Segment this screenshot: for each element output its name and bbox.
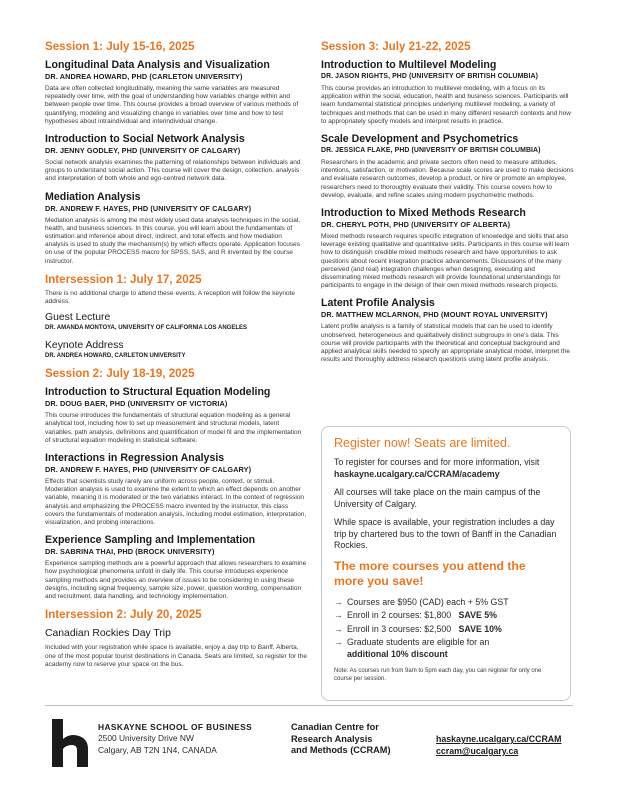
register-note: Note: As courses run from 9am to 5pm each day, you can register for only one course per session. <box>334 668 542 682</box>
price-item <box>334 624 558 636</box>
course-instructor: DR. ANDREW F. HAYES, PHD (UNIVERSITY OF CALGARY) <box>45 203 252 213</box>
bus-text: While space is available, your registration includes a day trip by chartered bus to the town of Banff in the Canadian Rockies. <box>334 517 557 550</box>
centre-name <box>291 722 391 757</box>
event-speaker: DR. ANDREA HOWARD, CARLETON UNIVERSITY <box>45 353 186 360</box>
price-saving: additional 10% discount <box>347 648 448 659</box>
register-info-text: To register for courses and for more information, visit <box>334 457 540 467</box>
course-title: Introduction to Multilevel Modeling <box>321 59 497 71</box>
course-description: Social network analysis examines the patterning of relationships between individuals and groups to understand social action. This course will cover the design, collection, analysis and interpretation of both whole and ego-centred network data. <box>45 159 301 183</box>
event-title: Canadian Rockies Day Trip <box>45 628 171 640</box>
savings-heading: The more courses you attend the more you save! <box>334 558 526 588</box>
right-column <box>321 40 576 371</box>
left-column <box>45 40 307 676</box>
centre-name-line: Research Analysis <box>291 733 373 744</box>
event-title: Keynote Address <box>45 340 124 352</box>
register-heading: Register now! Seats are limited. <box>334 436 511 450</box>
course-title: Experience Sampling and Implementation <box>45 534 256 547</box>
intersession-2-heading: Intersession 2: July 20, 2025 <box>45 608 202 622</box>
arrow-right-icon: → <box>334 596 343 607</box>
arrow-right-icon: → <box>334 610 343 620</box>
register-link[interactable]: haskayne.ucalgary.ca/CCRAM/academy <box>334 468 500 479</box>
session-1-heading: Session 1: July 15-16, 2025 <box>45 40 195 53</box>
course-instructor: DR. MATTHEW MCLARNON, PHD (MOUNT ROYAL UNIVERSITY) <box>321 310 548 320</box>
email-link[interactable]: ccram@ucalgary.ca <box>436 746 519 756</box>
course-instructor: DR. JENNY GODLEY, PHD (UNIVERSITY OF CALGARY) <box>45 146 241 156</box>
event-title: Guest Lecture <box>45 312 111 324</box>
course-description: Mixed methods research requires specific integration of knowledge and skills that also leverage existing qualitative and quantitative skills. Participants in this course will learn how to distinguish credible mixed methods research and have opportunities to ask questions about recent integration practice advancements. Discussions of the many perceived (and real) integration challenges when designing, executing and disseminating mixed methods research will provide foundational understandings for participants to engage in the design of their own mixed methods research projects. <box>321 233 570 290</box>
school-info <box>98 722 252 756</box>
school-address-line: Calgary, AB T2N 1N4, CANADA <box>98 744 217 755</box>
price-text: Courses are $950 (CAD) each + 5% GST <box>347 596 509 607</box>
school-address-line: 2500 University Drive NW <box>98 733 194 743</box>
course-description: Latent profile analysis is a family of statistical models that can be used to identify unobserved, heterogeneous and qualitatively distinct subgroups in one's data. This course will provide participants with the theoretical and conceptual background and applied analytical skills needed to specify an appropriate analytical model, interpret the results and thoroughly address research questions using latent profile analysis. <box>321 323 570 364</box>
footer-links <box>436 733 562 757</box>
price-item <box>334 637 558 660</box>
price-text: Enroll in 2 courses: $1,800 <box>347 610 452 620</box>
session-2-heading: Session 2: July 18-19, 2025 <box>45 367 195 381</box>
price-item <box>334 597 558 609</box>
course-title: Latent Profile Analysis <box>321 297 435 310</box>
course-instructor: DR. ANDREA HOWARD, PHD (CARLETON UNIVERSITY) <box>45 72 243 81</box>
centre-name-line: Canadian Centre for <box>291 722 379 732</box>
course-title: Longitudinal Data Analysis and Visualization <box>45 59 270 71</box>
course-title: Introduction to Structural Equation Modeling <box>45 386 271 399</box>
arrow-right-icon: → <box>334 637 343 647</box>
course-description: This course provides an introduction to multilevel modeling, with a focus on its application within the social, education, health and business sciences. Participants will learn fundamental statistical principles underlying multilevel modeling, a variety of techniques and methods that can be used in many different research contexts and how to appropriately specify models and interpret results in practice. <box>321 85 571 125</box>
intersession-description: There is no additional charge to attend these events. A reception will follow the keynote address. <box>45 289 296 306</box>
course-instructor: DR. SABRINA THAI, PHD (BROCK UNIVERSITY) <box>45 547 215 557</box>
course-description: Experience sampling methods are a powerful approach that allows researchers to examine how psychological phenomena unfold in daily life. This course introduces experience sampling methods and provides an overview of issues to be considering in using these designs, including signal frequency, sample size, power, question wording, compensation and recruitment, data handling, and technology implementation. <box>45 560 307 601</box>
course-title: Mediation Analysis <box>45 190 141 203</box>
event-description: Included with your registration while space is available, enjoy a day trip to Banff, Alberta, one of the most popular tourist destinations in Canada. Seats are limited, so register for the academy now to reserve your space on the bus. <box>45 644 307 668</box>
course-title: Introduction to Social Network Analysis <box>45 133 245 146</box>
price-saving: SAVE 5% <box>458 610 497 620</box>
register-info <box>334 457 558 480</box>
website-link[interactable]: haskayne.ucalgary.ca/CCRAM <box>436 734 562 744</box>
course-title: Introduction to Mixed Methods Research <box>321 207 526 220</box>
price-text: Enroll in 3 courses: $2,500 <box>347 623 452 634</box>
haskayne-logo-icon <box>52 719 88 767</box>
course-description: Mediation analysis is among the most widely used data analysis techniques in the social, health, and business sciences. In this course, you will learn about the fundamentals of estimation and inference about direct, indirect, and total effects and how mediation analysis is used to study the mechanism(s) by which effects operate. Application focuses on use of the popular PROCESS macro for SPSS, SAS, and R invented by the course instructor. <box>45 216 301 265</box>
location-text: All courses will take place on the main campus of the University of Calgary. <box>334 487 541 509</box>
price-item <box>334 610 558 622</box>
course-instructor: DR. JASON RIGHTS, PHD (UNIVERSITY OF BRITISH COLUMBIA) <box>321 73 538 80</box>
course-title: Interactions in Regression Analysis <box>45 452 225 465</box>
course-description: Effects that scientists study rarely are uniform across people, context, or stimuli. Moderation analysis is used to examine the extent to which an effect depends on another variable, meaning it is moderated or the two variables interact. In the context of regression analysis and emphasizing the PROCESS macro invented by the instructor, this class covers the fundamentals of moderation analysis, including model estimation, interpretation, visualization, and probing interactions. <box>45 478 307 527</box>
course-instructor: DR. CHERYL POTH, PHD (UNIVERSITY OF ALBERTA) <box>321 220 511 230</box>
course-title: Scale Development and Psychometrics <box>321 133 519 146</box>
price-saving: SAVE 10% <box>458 623 502 634</box>
course-description: This course introduces the fundamentals of structural equation modeling as a general analytical tool, including how to set up measurement and structural models, latent variables, path analysis, definitions and quantification of model fit and the implementation of structural equation modeling in statistical software. <box>45 412 302 444</box>
register-panel <box>321 426 571 701</box>
course-instructor: DR. JESSICA FLAKE, PHD (UNIVERSITY OF BRITISH COLUMBIA) <box>321 147 541 155</box>
intersession-1-heading: Intersession 1: July 17, 2025 <box>45 272 202 286</box>
centre-name-line: and Methods (CCRAM) <box>291 745 391 756</box>
course-instructor: DR. ANDREW F. HAYES, PHD (UNIVERSITY OF CALGARY) <box>45 465 252 475</box>
session-3-heading: Session 3: July 21-22, 2025 <box>321 40 471 53</box>
arrow-right-icon: → <box>334 623 343 634</box>
course-description: Data are often collected longitudinally, meaning the same variables are measured repeatedly over time, with the goal of understanding how variables change within and between people over time. This course provides a broad overview of various methods of quantifying, modeling and visualizing change in variables over time and how to test hypotheses about intraindividual and interindividual change. <box>45 85 299 125</box>
course-description: Researchers in the academic and private sectors often need to measure attitudes, intentions, satisfaction, or motivation. Because scale scores are used to make decisions and evaluate research outcomes, develop a product, or hire or promote an employee, researchers need to thoroughly evaluate their validity. This course covers how to develop, evaluate, and refine scales using modern psychometric methods. <box>321 159 574 199</box>
event-speaker: DR. AMANDA MONTOYA, UNIVERSITY OF CALIFORNIA LOS ANGELES <box>45 325 248 332</box>
price-text: Graduate students are eligible for an <box>347 637 490 647</box>
school-name: HASKAYNE SCHOOL OF BUSINESS <box>98 722 253 732</box>
course-instructor: DR. DOUG BAER, PHD (UNIVERSITY OF VICTORIA) <box>45 399 228 409</box>
footer-divider <box>45 705 573 706</box>
